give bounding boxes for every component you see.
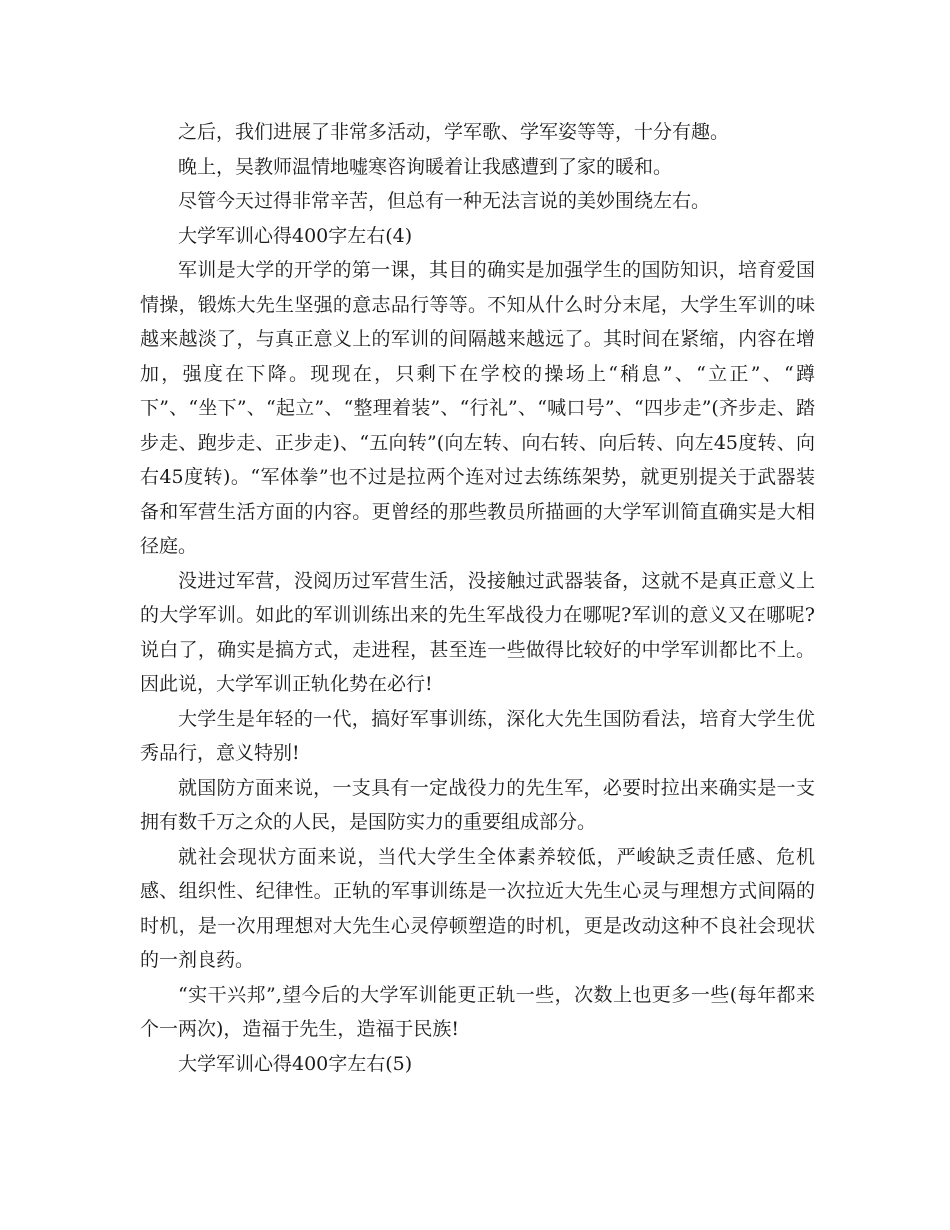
paragraph: 没进过军营，没阅历过军营生活，没接触过武器装备，这就不是真正意义上的大学军训。如此的军训训练出来的先生军战役力在哪呢?军训的意义又在哪呢?说白了，确实是搞方式，走进程，甚至连一些做得比较好的中学军训都比不上。因此说，大学军训正轨化势在必行! bbox=[140, 569, 815, 695]
paragraph: 尽管今天过得非常辛苦，但总有一种无法言说的美妙围绕左右。 bbox=[178, 190, 711, 212]
paragraph: 就社会现状方面来说，当代大学生全体素养较低，严峻缺乏责任感、危机感、组织性、纪律性。正轨的军事训练是一次拉近大先生心灵与理想方式间隔的时机，是一次用理想对大先生心灵停顿塑造的时机，更是改动这种不良社会现状的一剂良药。 bbox=[140, 845, 815, 971]
paragraph: 大学生是年轻的一代，搞好军事训练，深化大先生国防看法，培育大学生优秀品行，意义特别! bbox=[140, 707, 815, 764]
paragraph: 晚上，吴教师温情地嘘寒咨询暖着让我感遭到了家的暖和。 bbox=[178, 155, 673, 178]
section-heading: 大学军训心得400字左右(4) bbox=[178, 224, 413, 247]
paragraph: 军训是大学的开学的第一课，其目的确实是加强学生的国防知识，培育爱国情操，锻炼大先生坚强的意志品行等等。不知从什么时分末尾，大学生军训的味越来越淡了，与真正意义上的军训的间隔越来越远了。其时间在紧缩，内容在增加，强度在下降。现现在，只剩下在学校的操场上“稍息”、“立正”、“蹲下”、“坐下”、“起立”、“整理着装”、“行礼”、“喊口号”、“四步走”(齐步走、踏步走、跑步走、正步走)、“五向转”(向左转、向右转、向后转、向左45度转、向右45度转)。“军体拳”也不过是拉两个连对过去练练架势，就更别提关于武器装备和军营生活方面的内容。更曾经的那些教员所描画的大学军训简直确实是大相径庭。 bbox=[140, 259, 815, 557]
section-heading: 大学军训心得400字左右(5) bbox=[178, 1052, 413, 1075]
document-body bbox=[140, 115, 815, 1081]
paragraph: 就国防方面来说，一支具有一定战役力的先生军，必要时拉出来确实是一支拥有数千万之众的人民，是国防实力的重要组成部分。 bbox=[140, 776, 815, 833]
paragraph: 之后，我们进展了非常多活动，学军歌、学军姿等等，十分有趣。 bbox=[178, 121, 730, 143]
paragraph: “实干兴邦”,望今后的大学军训能更正轨一些，次数上也更多一些(每年都来个一两次)，造福于先生，造福于民族! bbox=[140, 983, 815, 1040]
